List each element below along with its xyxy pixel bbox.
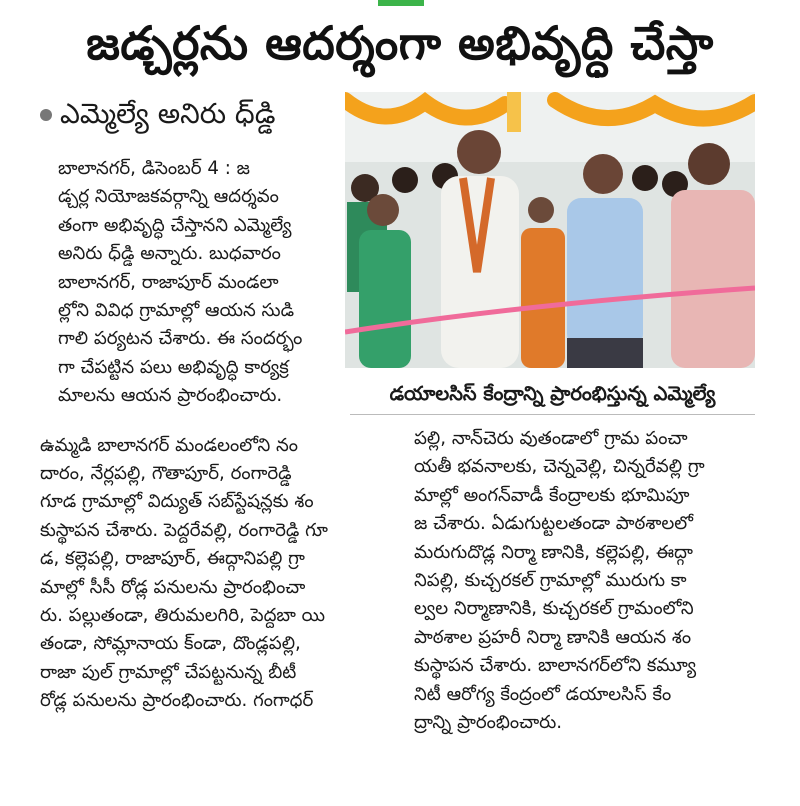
article-line: మాల్లో అంగన్‌వాడీ కేంద్రాలకు భూమిపూ xyxy=(414,484,690,506)
article-line: రోడ్ల పనులను ప్రారంభించారు. గంగాధర్ xyxy=(40,690,314,712)
article-line: డ్చర్ల నియోజకవర్గాన్ని ఆదర్శవం xyxy=(58,186,279,208)
article-line: అనిరు ధ్‌డ్డి అన్నారు. బుధవారం xyxy=(58,243,281,265)
news-photo xyxy=(345,92,755,368)
bullet-icon xyxy=(40,109,52,121)
article-line: రాజా పుల్ గ్రామాల్లో చేపట్టనున్న బీటీ xyxy=(40,661,297,683)
article-line: బాలానగర్, డిసెంబర్ 4 : జ xyxy=(58,158,250,179)
article-line: పాఠశాల ప్రహరీ నిర్మా ణానికి ఆయన శం xyxy=(414,626,692,648)
article-line: డ, కల్లెపల్లి, రాజాపూర్, ఈద్గానిపల్లి గ్రా xyxy=(40,548,305,570)
article-line: తండా, సోమ్లానాయ క్‌ండా, దొండ్లపల్లి, xyxy=(40,633,301,655)
article-line: కుస్థాపన చేశారు. పెద్దరేవల్లి, రంగారెడ్డి గూ xyxy=(40,519,328,541)
article-line: ల్లోని వివిధ గ్రామాల్లో ఆయన సుడి xyxy=(58,299,295,321)
article-left-column-continued xyxy=(40,432,400,716)
article-line: మాలను ఆయన ప్రారంభించారు. xyxy=(58,385,283,407)
article-line: జ చేశారు. ఏడుగుట్టలతండా పాఠశాలలో xyxy=(414,513,693,535)
article-line: దారం, నేర్లపల్లి, గౌతాపూర్, రంగారెడ్డి xyxy=(40,462,292,484)
article-line: యతీ భవనాలకు, చెన్నవెల్లి, చిన్నరేవల్లి గ్రా xyxy=(414,456,705,478)
photo-caption: డయాలసిస్ కేంద్రాన్ని ప్రారంభిస్తున్న ఎమ్మెల్యే xyxy=(350,374,755,415)
headline: జడ్చర్లను ఆదర్శంగా అభివృద్ధి చేస్తా xyxy=(86,16,714,70)
article-line: గూడ గ్రామాల్లో విద్యుత్ సబ్‌స్టేషన్లకు శం xyxy=(40,491,314,513)
article-line: పల్లి, నాన్‌చెరు వుతండాలో గ్రామ పంచా xyxy=(414,428,688,449)
article-line: ల్వల నిర్మాణానికి, కుచ్చరకల్ గ్రామంలోని xyxy=(414,598,694,620)
article-line: తంగా అభివృద్ధి చేస్తానని ఎమ్మెల్యే xyxy=(58,214,292,236)
article-line: రు. పల్లుతండా, తిరుమలగిరి, పెద్దబా యి xyxy=(40,604,326,626)
headline-accent-bar xyxy=(378,0,424,6)
article-line: మాల్లో సీసీ రోడ్ల పనులను ప్రారంభించా xyxy=(40,576,306,598)
article-line: గాలి పర్యటన చేశారు. ఈ సందర్భం xyxy=(58,328,303,350)
article-line: గా చేపట్టిన పలు అభివృద్ధి కార్యక్ర xyxy=(58,356,289,378)
article-line: కుస్థాపన చేశారు. బాలానగర్‌లోని కమ్యూ xyxy=(414,655,697,677)
article-line: నిపల్లి, కుచ్చరకల్ గ్రామాల్లో మురుగు కా xyxy=(414,569,687,591)
article-line: ద్రాన్ని ప్రారంభించారు. xyxy=(414,711,563,733)
article-line: ఉమ్మడి బాలానగర్ మండలంలోని నం xyxy=(40,434,299,456)
subhead-text: ఎమ్మెల్యే అనిరు ధ్‌డ్డి xyxy=(60,97,276,130)
article-line: నిటీ ఆరోగ్య కేంద్రంలో డయాలసిస్ కేం xyxy=(414,683,672,705)
article-line: బాలానగర్, రాజాపూర్ మండలా xyxy=(58,271,279,293)
article-right-column xyxy=(414,425,760,737)
subhead xyxy=(40,92,340,136)
photo-illustration xyxy=(345,92,755,368)
article-left-column xyxy=(58,155,348,411)
article-line: మరుగుదొడ్ల నిర్మా ణానికి, కల్లెపల్లి, ఈద్గా xyxy=(414,541,693,563)
